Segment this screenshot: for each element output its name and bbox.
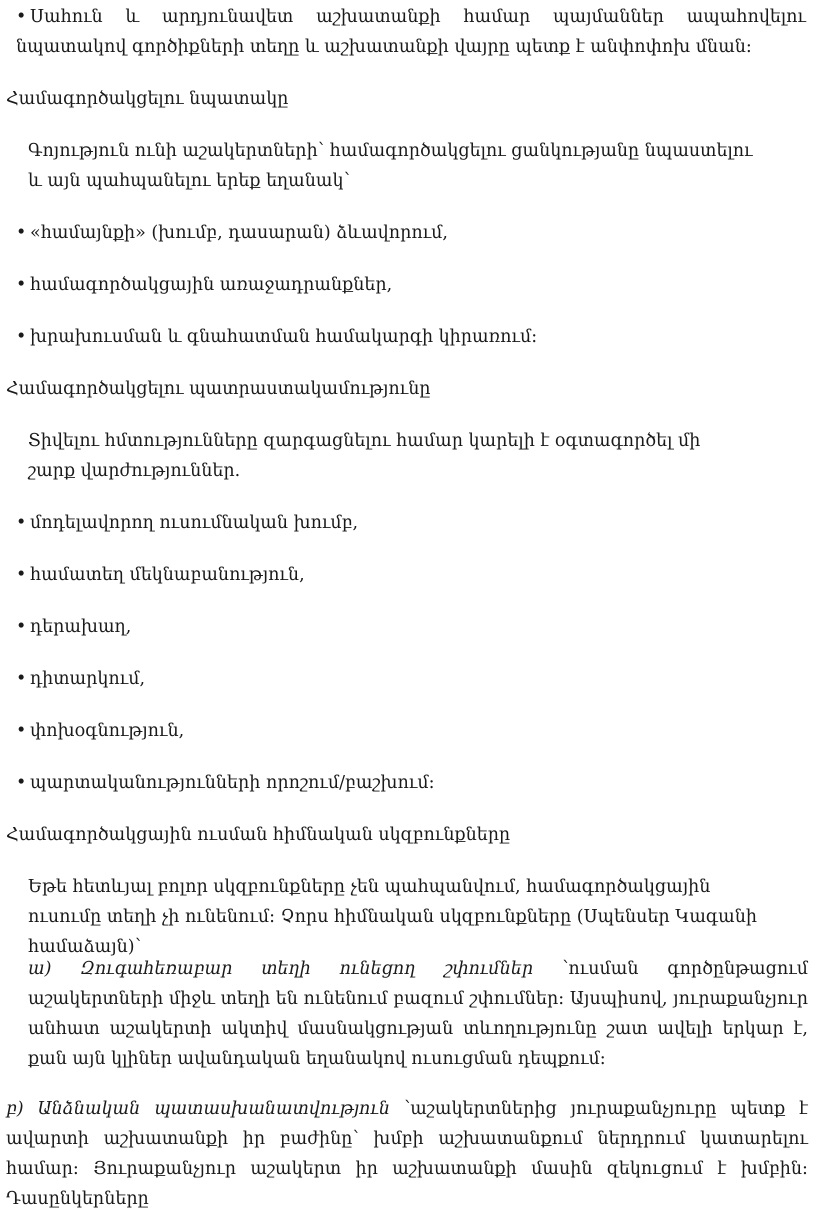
list-item	[16, 664, 145, 694]
list-item	[16, 218, 448, 248]
bullet-marker: •	[16, 7, 27, 27]
bullet-marker: •	[16, 513, 27, 533]
principle-a-title: ա) Զուգահեռաբար տեղի ունեցող շփումներ	[28, 959, 534, 979]
principle-b	[6, 1094, 808, 1214]
list-item	[16, 508, 358, 538]
bullet-marker: •	[16, 565, 27, 585]
principle-b-text: ՝աշակերտներից յուրաքանչյուրը պետք է ավարտի աշխատանքի իր բաժինը՝ խմբի աշխատանքում ներդրում կատարելու համար։ Յուրաքանչյուր աշակերտ իր աշխատանքի մասին զեկուցում է խմբին։ Դասընկերները	[6, 1099, 808, 1209]
intro-bullet-text: Սահուն և արդյունավետ աշխատանքի համար պայմաններ ապահովելու նպատակով գործիքների տեղը և աշխատանքի վայրը պետք է անփոփոխ մնան։	[16, 7, 806, 57]
list-item	[16, 612, 131, 642]
bullet-marker: •	[16, 773, 27, 793]
section-heading: Համագործակցելու նպատակը	[6, 89, 289, 109]
list-item-text: դիտարկում,	[30, 669, 146, 689]
section-paragraph: Եթե հետևյալ բոլոր սկզբունքները չեն պահպանվում, համագործակցային ուսումը տեղի չի ունենում։ Չորս հիմնական սկզբունքները (Սպենսեր Կագանի համաձայն)՝	[28, 877, 757, 957]
list-item	[16, 716, 184, 746]
list-item	[16, 270, 392, 300]
section-heading: Համագործակցելու պատրաստակամությունը	[6, 379, 431, 399]
principle-a	[28, 954, 808, 1074]
section-paragraph: Գոյություն ունի աշակերտների՝ համագործակցելու ցանկությանը նպաստելու և այն պահպանելու երեք եղանակ՝	[28, 141, 753, 191]
list-item	[16, 560, 305, 590]
principle-a-text: ՝ուսման գործընթացում աշակերտների միջև տեղի են ունենում բազում շփումներ։ Այսպիսով, յուրաքանչյուր անհատ աշակերտի ակտիվ մասնակցության տևողությունը շատ ավելի երկար է, քան այն կլիներ ավանդական եղանակով ուսուցման դեպքում։	[28, 959, 808, 1069]
list-item-text: մոդելավորող ուսումնական խումբ,	[30, 513, 359, 533]
bullet-marker: •	[16, 669, 27, 689]
bullet-marker: •	[16, 327, 27, 347]
list-item-text: պարտականությունների որոշում/բաշխում։	[30, 773, 435, 793]
bullet-marker: •	[16, 223, 27, 243]
bullet-marker: •	[16, 721, 27, 741]
list-item	[16, 768, 435, 798]
intro-bullet	[16, 2, 806, 62]
principle-b-title: բ) Անձնական պատասխանատվություն	[6, 1099, 390, 1119]
section-heading: Համագործակցային ուսման հիմնական սկզբունքները	[6, 825, 511, 845]
list-item	[16, 322, 537, 352]
section-paragraph: Տիվելու հմտությունները զարգացնելու համար կարելի է օգտագործել մի շարք վարժություններ.	[28, 431, 701, 481]
bullet-marker: •	[16, 617, 27, 637]
list-item-text: խրախուսման և գնահատման համակարգի կիրառում։	[30, 327, 538, 347]
list-item-text: փոխօգնություն,	[30, 721, 185, 741]
list-item-text: «համայնքի» (խումբ, դասարան) ձևավորում,	[30, 223, 448, 243]
list-item-text: դերախաղ,	[30, 617, 132, 637]
list-item-text: համագործակցային առաջադրանքներ,	[30, 275, 393, 295]
list-item-text: համատեղ մեկնաբանություն,	[30, 565, 305, 585]
bullet-marker: •	[16, 275, 27, 295]
